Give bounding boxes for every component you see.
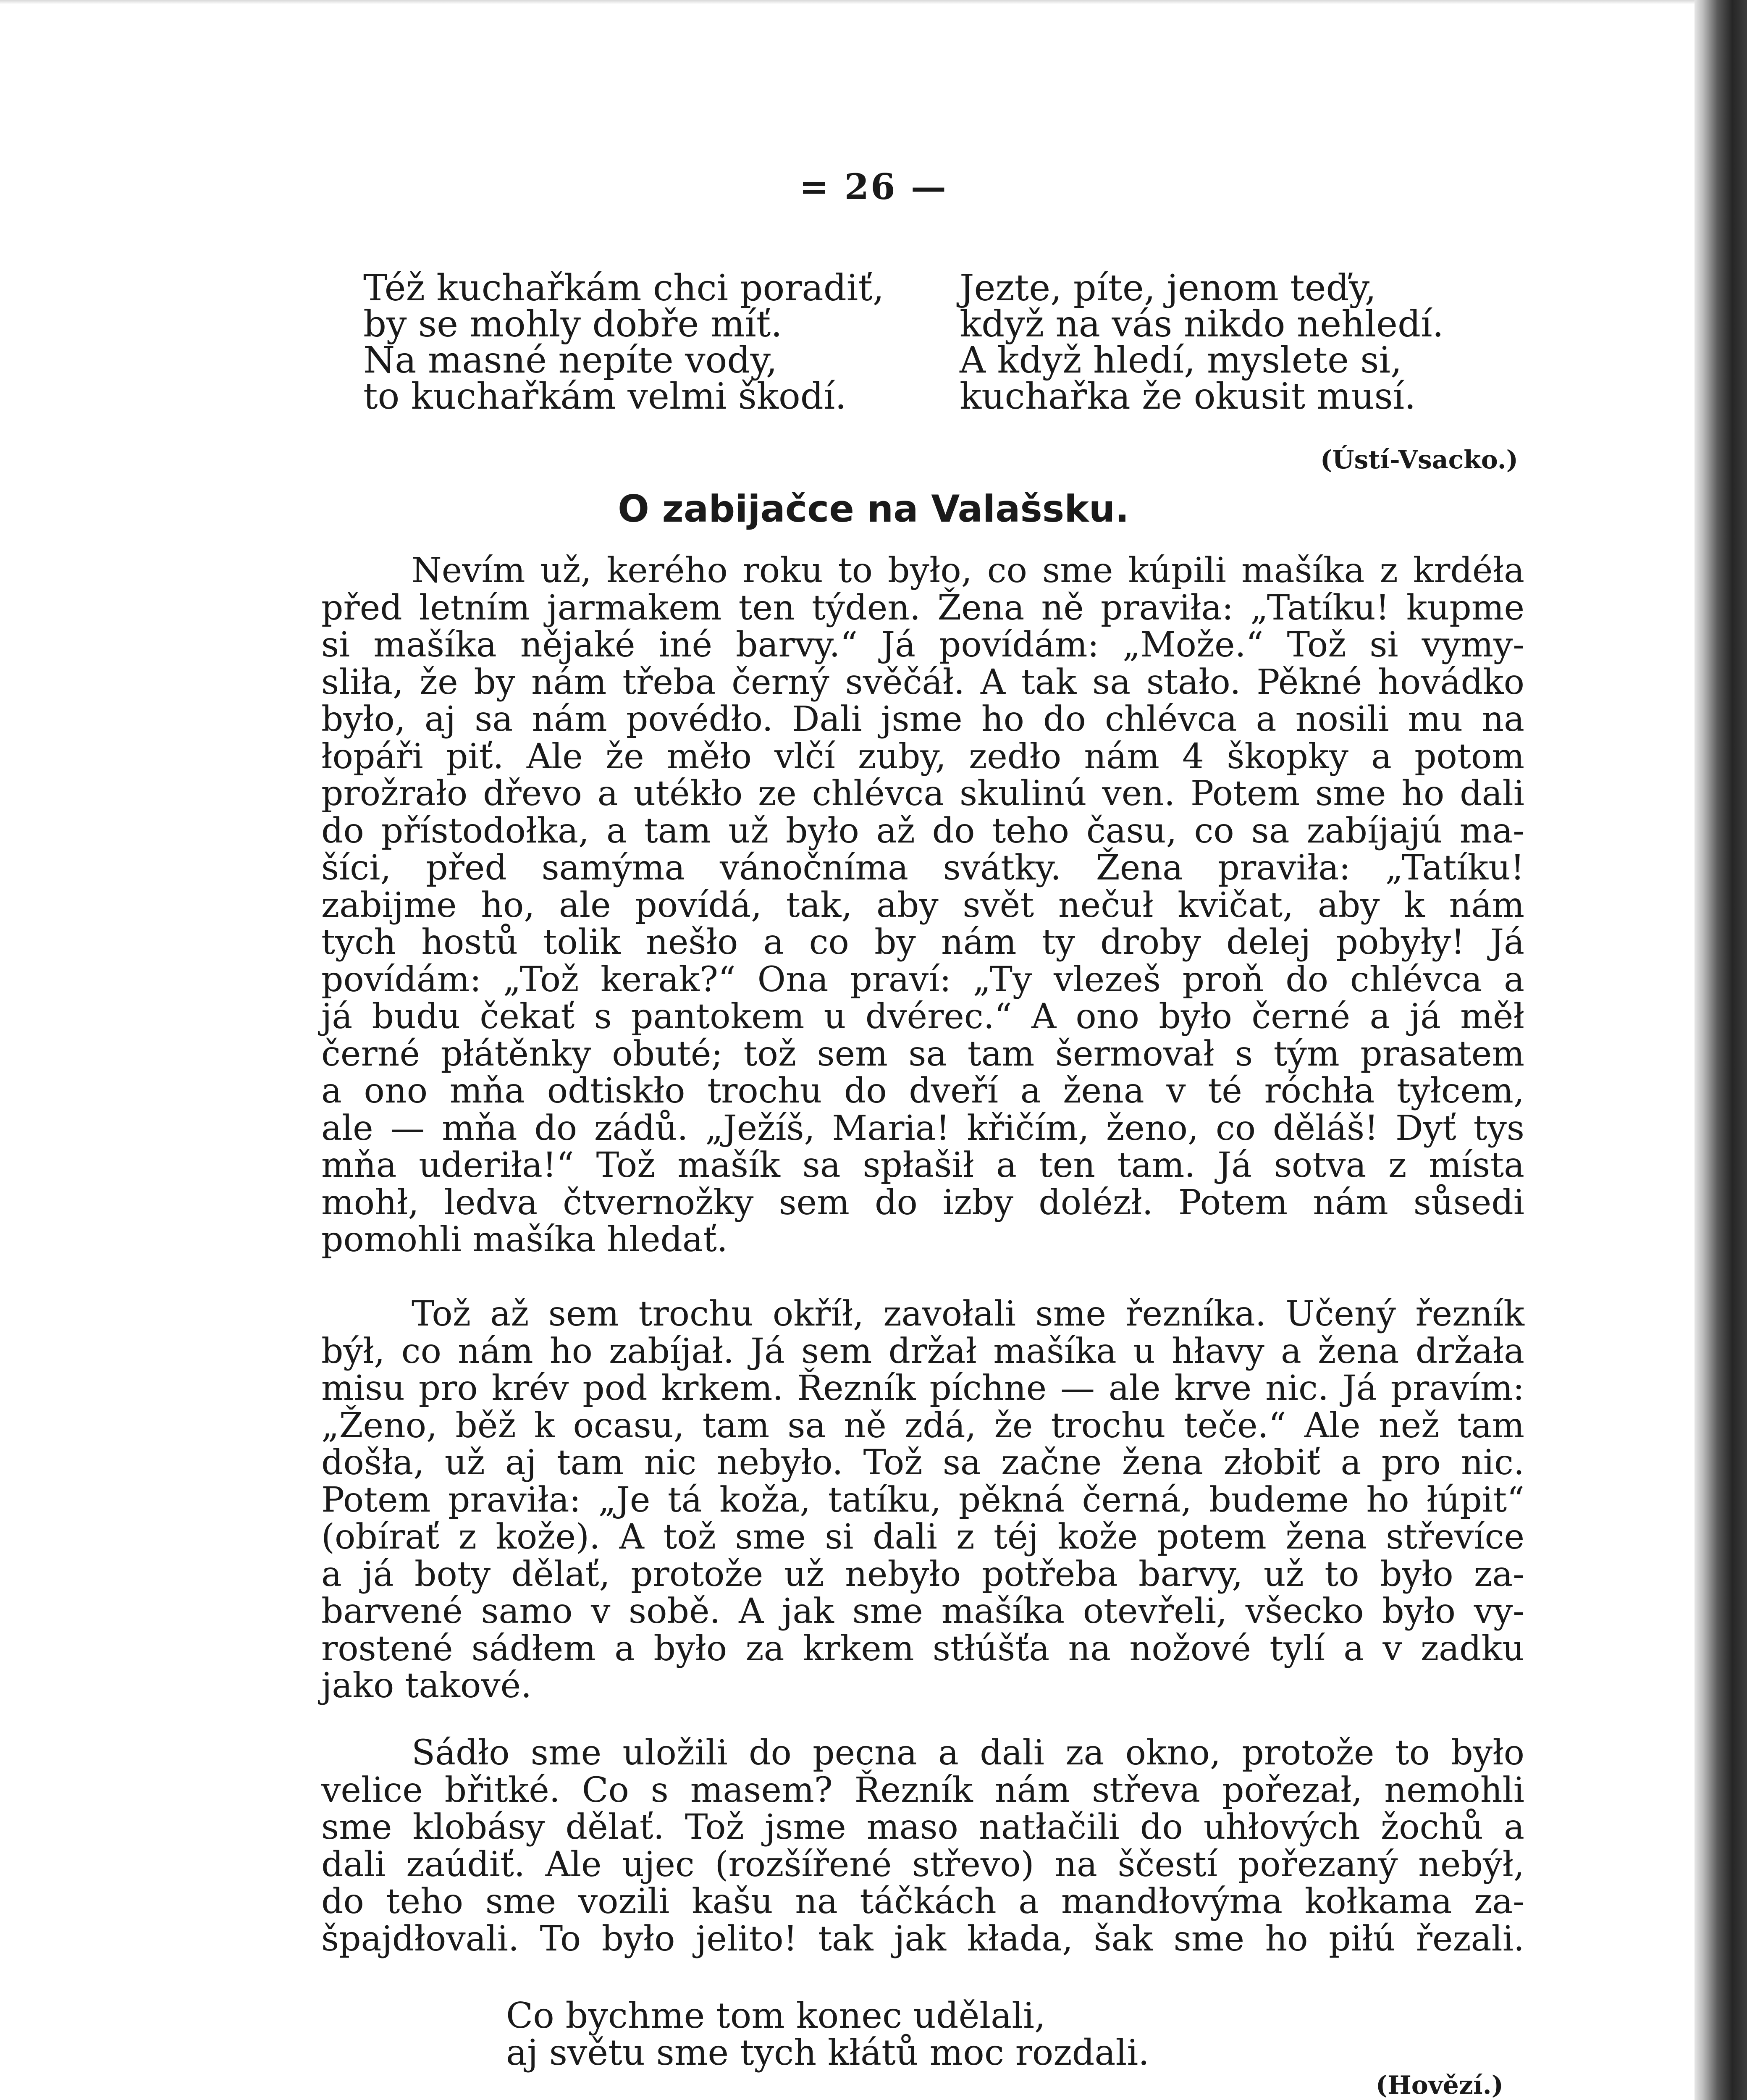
text-line: pomohli mašíka hledať. — [321, 1220, 728, 1260]
verse-line: kuchařka že okusit musí. — [960, 375, 1416, 417]
verse-line: když na vás nikdo nehledí. — [960, 303, 1444, 345]
verse-left — [363, 267, 884, 417]
scan-right-edge — [1695, 0, 1747, 2100]
text-line: došła, už aj tam nic nebyło. Tož sa začne žena złobiť a pro nic. — [321, 1443, 1524, 1483]
verse-right — [960, 267, 1444, 417]
text-line: misu pro krév pod krkem. Řezník píchne — ale krve nic. Já pravím: — [321, 1368, 1524, 1408]
text-line: jako takové. — [321, 1666, 532, 1706]
closing-attribution: (Hovězí.) — [1375, 2071, 1503, 2100]
text-line: povídám: „Tož kerak?“ Ona praví: „Ty vlezeš proň do chlévca a — [321, 959, 1524, 1000]
text-line: já budu čekať s pantokem u dvérec.“ A ono było černé a já měł — [321, 997, 1524, 1037]
text-line: býł, co nám ho zabíjał. Já sem držał mašíka u hłavy a žena držała — [321, 1331, 1524, 1371]
verse-line: Co bychme tom konec udělali, — [506, 1995, 1046, 2036]
verse-line: aj světu sme tych kłátů moc rozdali. — [506, 2032, 1149, 2073]
verse-line: to kuchařkám velmi škodí. — [363, 375, 847, 417]
scan-top-shadow — [0, 0, 1695, 4]
text-line: Nevím už, kerého roku to było, co sme kúpili mašíka z krdéła — [412, 551, 1524, 591]
text-line: mňa uderiła!“ Tož mašík sa spłašił a ten tam. Já sotva z místa — [321, 1145, 1524, 1185]
text-line: zabijme ho, ale povídá, tak, aby svět nečuł kvičat, aby k nám — [321, 885, 1524, 925]
text-line: špajdłovali. To było jelito! tak jak kłada, šak sme ho piłú řezali. — [321, 1919, 1524, 1959]
verse-attribution: (Ústí-Vsacko.) — [1320, 445, 1518, 475]
text-line: sliła, že by nám třeba černý svěčáł. A tak sa stało. Pěkné hovádko — [321, 662, 1524, 702]
section-title: O zabijačce na Valašsku. — [618, 487, 1129, 530]
verse-line: Jezte, píte, jenom teďy, — [960, 267, 1377, 309]
page-number: = 26 — — [799, 166, 948, 207]
text-line: si mašíka nějaké iné barvy.“ Já povídám: „Može.“ Tož si vymy- — [321, 625, 1524, 665]
text-line: šíci, před samýma vánočníma svátky. Žena praviła: „Tatíku! — [321, 848, 1524, 888]
paragraph-3 — [321, 1735, 1524, 1958]
verse-line: by se mohly dobře míť. — [363, 303, 782, 345]
paragraph-1 — [321, 552, 1524, 1259]
text-line: Potem praviła: „Je tá koža, tatíku, pěkná černá, budeme ho łúpit“ — [321, 1480, 1524, 1520]
text-line: Sádło sme uložili do pecna a dali za okno, protože to było — [412, 1733, 1524, 1773]
text-line: ale — mňa do zádů. „Ježíš, Maria! křičím, ženo, co děláš! Dyť tys — [321, 1108, 1524, 1148]
text-line: velice břitké. Co s masem? Řezník nám střeva pořezał, nemohli — [321, 1770, 1524, 1810]
text-line: před letním jarmakem ten týden. Žena ně praviła: „Tatíku! kupme — [321, 588, 1524, 628]
text-line: sme klobásy dělať. Tož jsme maso natłačili do uhłových žochů a — [321, 1807, 1524, 1847]
text-line: a ono mňa odtiskło trochu do dveří a žena v té róchła tyłcem, — [321, 1071, 1524, 1111]
verse-line: A když hledí, myslete si, — [960, 339, 1402, 381]
text-line: do přístodołka, a tam už było až do teho času, co sa zabíjajú ma- — [321, 811, 1524, 851]
paragraph-2 — [321, 1296, 1524, 1705]
text-line: było, aj sa nám povédło. Dali jsme ho do chlévca a nosili mu na — [321, 699, 1524, 739]
text-line: do teho sme vozili kašu na táčkách a mandłovýma kołkama za- — [321, 1882, 1524, 1922]
text-line: dali zaúdiť. Ale ujec (rozšířené střevo) na ščestí pořezaný nebýł, — [321, 1844, 1524, 1885]
text-line: černé płátěnky obuté; tož sem sa tam šermovał s tým prasatem — [321, 1034, 1524, 1074]
verse-line: Též kuchařkám chci poradiť, — [363, 267, 884, 309]
text-line: (obírať z kože). A tož sme si dali z téj kože potem žena střevíce — [321, 1517, 1524, 1557]
text-line: barvené samo v sobě. A jak sme mašíka otevřeli, všecko było vy- — [321, 1591, 1524, 1631]
text-line: rostené sádłem a było za krkem stłúšťa na nožové tylí a v zadku — [321, 1628, 1524, 1669]
text-line: prožrało dřevo a utékło ze chlévca skulinú ven. Potem sme ho dali — [321, 774, 1524, 814]
text-line: tych hostů tolik nešło a co by nám ty droby delej pobyły! Já — [321, 922, 1524, 962]
text-line: „Ženo, běž k ocasu, tam sa ně zdá, že trochu teče.“ Ale než tam — [321, 1405, 1524, 1446]
text-line: Tož až sem trochu okříł, zavołali sme řezníka. Učený řezník — [412, 1294, 1524, 1334]
closing-verse — [506, 1997, 1149, 2071]
verse-line: Na masné nepíte vody, — [363, 339, 777, 381]
text-line: a já boty dělať, protože už nebyło potřeba barvy, už to było za- — [321, 1554, 1524, 1594]
text-line: mohł, ledva čtvernožky sem do izby dolézł. Potem nám sůsedi — [321, 1182, 1524, 1223]
text-line: łopáři piť. Ale že měło vlčí zuby, zedło nám 4 škopky a potom — [321, 736, 1524, 777]
